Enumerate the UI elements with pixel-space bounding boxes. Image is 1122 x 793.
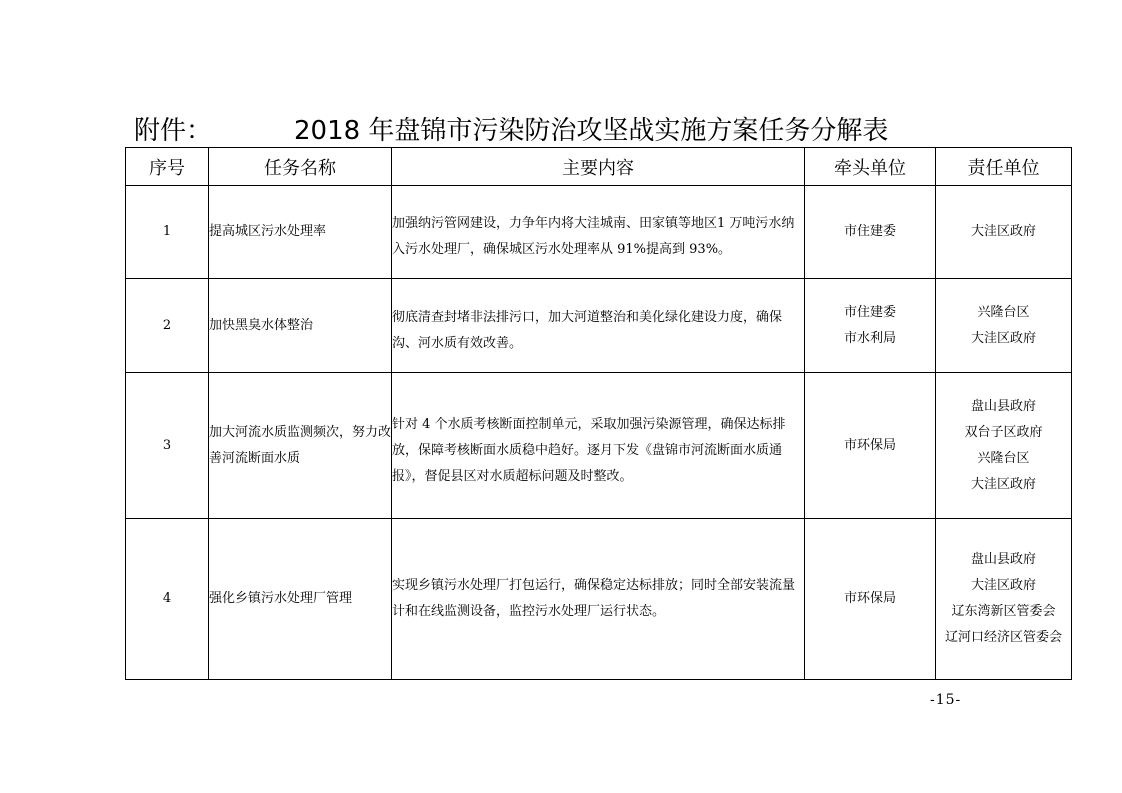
row-content: 实现乡镇污水处理厂打包运行，确保稳定达标排放；同时全部安装流量计和在线监测设备，监控污水处理厂运行状态。	[392, 578, 796, 619]
row-seq: 3	[126, 373, 209, 519]
row-seq: 1	[126, 186, 209, 279]
page-title	[134, 111, 1034, 151]
responsible-unit-line: 兴隆台区	[977, 304, 1030, 320]
responsible-unit-line: 盘山县政府	[970, 398, 1036, 414]
row-responsible-unit	[936, 186, 1072, 279]
table-row	[126, 279, 1072, 373]
row-responsible-unit	[936, 279, 1072, 373]
row-content-cell	[392, 373, 805, 519]
row-content-cell	[392, 279, 805, 373]
responsible-unit-line: 大洼区政府	[970, 476, 1036, 492]
row-lead-unit	[805, 186, 936, 279]
row-content-cell	[392, 186, 805, 279]
row-content: 彻底清查封堵非法排污口，加大河道整治和美化绿化建设力度，确保沟、河水质有效改善。	[392, 309, 783, 351]
header-lead-unit: 牵头单位	[805, 148, 936, 186]
row-responsible-unit	[936, 373, 1072, 519]
header-responsible-unit: 责任单位	[936, 148, 1072, 186]
header-task-name: 任务名称	[209, 148, 392, 186]
lead-unit-line: 市环保局	[843, 591, 896, 606]
row-responsible-unit	[936, 519, 1072, 680]
table-row	[126, 186, 1072, 279]
row-lead-unit	[805, 373, 936, 519]
responsible-unit-line: 大洼区政府	[970, 330, 1036, 346]
table-header-row	[126, 148, 1072, 186]
task-breakdown-table	[125, 147, 1072, 680]
responsible-unit-line: 辽东湾新区管委会	[951, 604, 1056, 619]
responsible-unit-line: 双台子区政府	[964, 424, 1043, 440]
responsible-unit-line: 大洼区政府	[970, 578, 1036, 593]
row-task-name: 强化乡镇污水处理厂管理	[209, 519, 392, 680]
table-row	[126, 519, 1072, 680]
page-number: -15-	[930, 692, 962, 708]
row-task-name: 提高城区污水处理率	[209, 186, 392, 279]
header-main-content: 主要内容	[392, 148, 805, 186]
responsible-unit-line: 辽河口经济区管委会	[944, 630, 1062, 645]
lead-unit-line: 市住建委	[843, 224, 896, 239]
row-content: 针对 4 个水质考核断面控制单元，采取加强污染源管理，确保达标排放，保障考核断面水质稳中趋好。逐月下发《盘锦市河流断面水质通报》，督促县区对水质超标问题及时整改。	[392, 416, 786, 484]
row-content-cell	[392, 519, 805, 680]
row-seq: 2	[126, 279, 209, 373]
row-lead-unit	[805, 279, 936, 373]
row-lead-unit	[805, 519, 936, 680]
responsible-unit-line: 兴隆台区	[977, 450, 1030, 466]
row-content: 加强纳污管网建设，力争年内将大洼城南、田家镇等地区1 万吨污水纳入污水处理厂，确保城区污水处理率从 91%提高到 93%。	[392, 216, 795, 257]
lead-unit-line: 市水利局	[843, 330, 896, 346]
row-task-name: 加快黑臭水体整治	[209, 279, 392, 373]
responsible-unit-line: 盘山县政府	[970, 552, 1036, 567]
row-seq: 4	[126, 519, 209, 680]
document-title: 2018 年盘锦市污染防治攻坚战实施方案任务分解表	[294, 116, 889, 146]
table-row	[126, 373, 1072, 519]
attachment-label: 附件：	[134, 116, 213, 146]
header-seq: 序号	[126, 148, 209, 186]
responsible-unit-line: 大洼区政府	[970, 224, 1036, 239]
row-task-name: 加大河流水质监测频次，努力改善河流断面水质	[209, 373, 392, 519]
lead-unit-line: 市环保局	[843, 437, 896, 453]
lead-unit-line: 市住建委	[843, 304, 896, 320]
